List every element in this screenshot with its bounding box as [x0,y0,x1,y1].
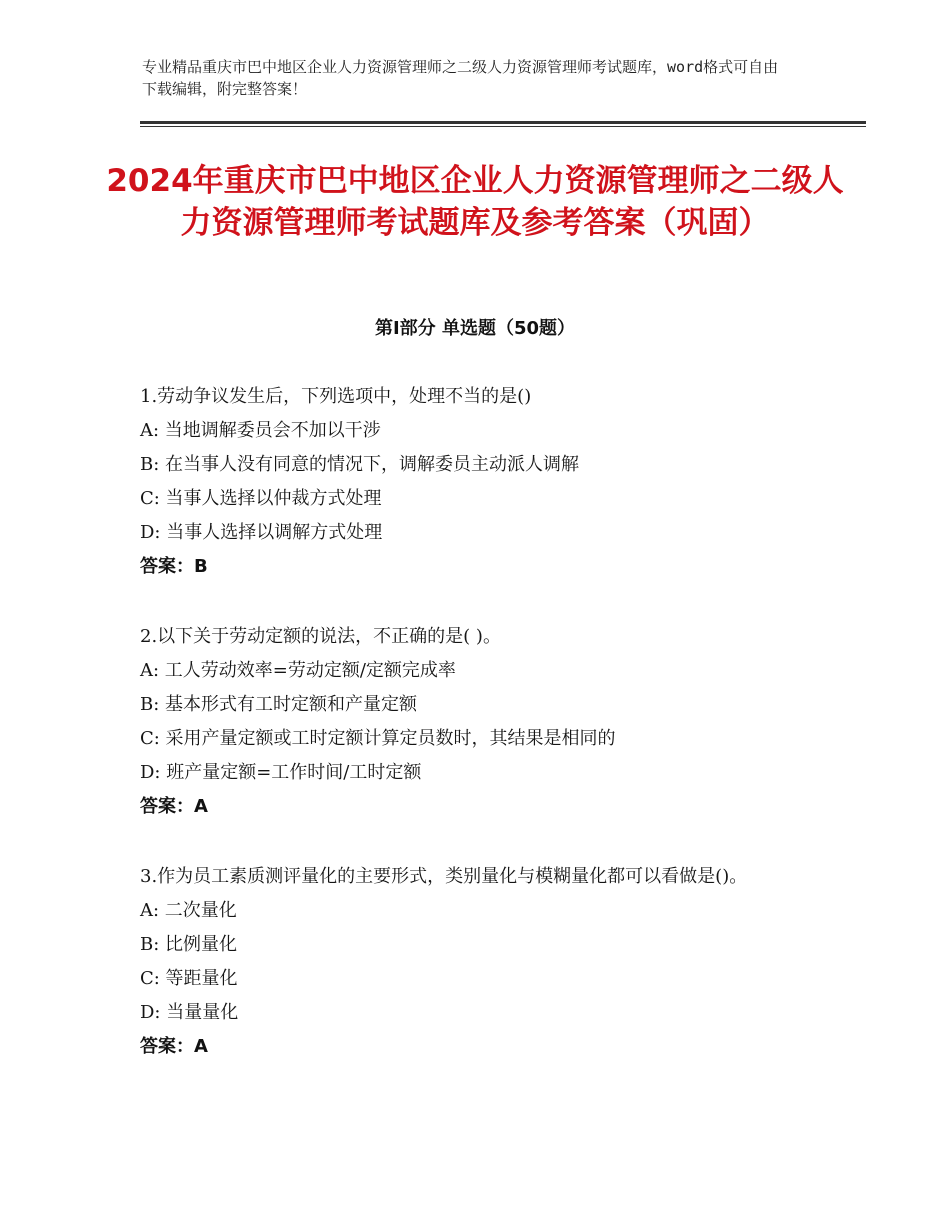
option-c: C: 采用产量定额或工时定额计算定员数时，其结果是相同的 [140,728,616,749]
question-stem: 3.作为员工素质测评量化的主要形式，类别量化与模糊量化都可以看做是()。 [140,866,748,887]
header-note: 专业精品重庆市巴中地区企业人力资源管理师之二级人力资源管理师考试题库，word格式可自由下载编辑，附完整答案！ [142,58,779,98]
header-divider-thick [140,121,866,124]
option-a: A: 当地调解委员会不加以干涉 [140,420,381,441]
answer: 答案：B [140,556,208,577]
question-3 [140,860,820,1064]
answer: 答案：A [140,1036,208,1057]
section-title: 第Ⅰ部分 单选题（50题） [374,318,575,339]
option-d: D: 当事人选择以调解方式处理 [140,522,383,543]
option-d: D: 班产量定额=工作时间/工时定额 [140,762,422,783]
question-2 [140,620,820,824]
question-stem: 2.以下关于劳动定额的说法，不正确的是( )。 [140,626,501,647]
option-c: C: 等距量化 [140,968,238,989]
option-a: A: 工人劳动效率=劳动定额/定额完成率 [140,660,456,681]
option-b: B: 比例量化 [140,934,238,955]
option-c: C: 当事人选择以仲裁方式处理 [140,488,382,509]
question-stem: 1.劳动争议发生后，下列选项中，处理不当的是() [140,386,532,407]
option-a: A: 二次量化 [140,900,237,921]
option-b: B: 在当事人没有同意的情况下，调解委员主动派人调解 [140,454,580,475]
option-d: D: 当量量化 [140,1002,239,1023]
option-b: B: 基本形式有工时定额和产量定额 [140,694,418,715]
question-list [140,380,820,1100]
document-title: 2024年重庆市巴中地区企业人力资源管理师之二级人力资源管理师考试题库及参考答案（巩固） [106,163,844,241]
question-1 [140,380,820,584]
header-divider-thin [140,126,866,127]
answer: 答案：A [140,796,208,817]
